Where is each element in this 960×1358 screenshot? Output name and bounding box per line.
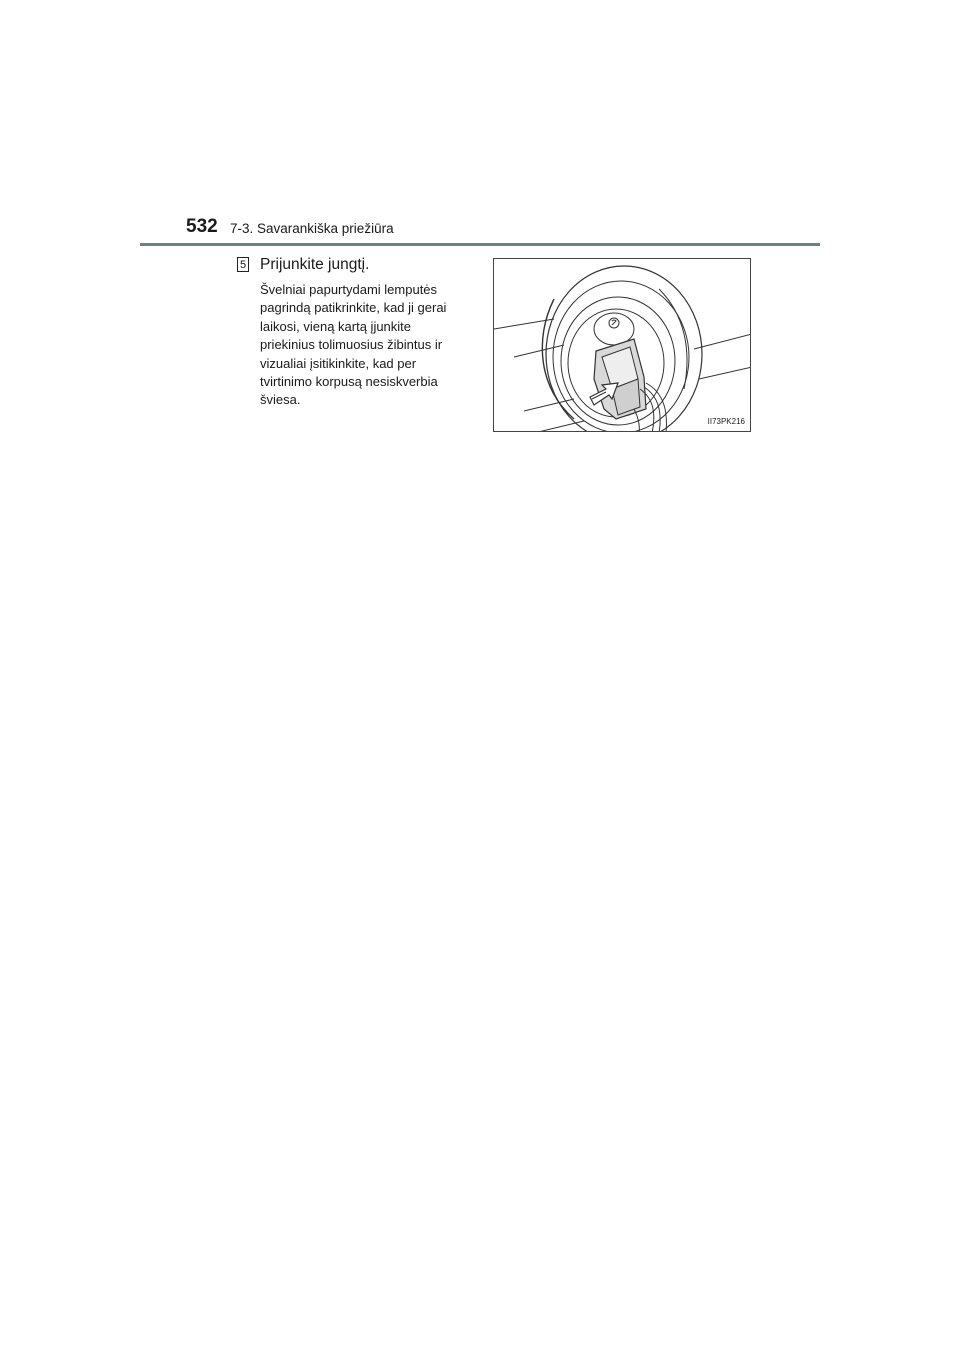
step-body-line: tvirtinimo korpusą nesiskverbia xyxy=(260,374,438,390)
step-body-line: priekinius tolimuosius žibintus ir xyxy=(260,337,443,353)
headlight-housing-illustration xyxy=(494,259,751,432)
figure-code: II73PK216 xyxy=(707,417,745,426)
section-title: 7-3. Savarankiška priežiūra xyxy=(230,221,394,236)
step-body-line: pagrindą patikrinkite, kad ji gerai xyxy=(260,300,447,316)
step-body-line: šviesa. xyxy=(260,392,301,408)
step-body xyxy=(260,281,464,410)
step-body-line: laikosi, vieną kartą įjunkite xyxy=(260,318,412,334)
header-rule xyxy=(140,243,820,246)
step-heading: Prijunkite jungtį. xyxy=(260,256,370,273)
step-number-badge: 5 xyxy=(237,257,249,272)
step-body-line: vizualiai įsitikinkite, kad per xyxy=(260,355,417,371)
figure xyxy=(493,258,751,432)
step-body-line: Švelniai papurtydami lemputės xyxy=(260,282,438,297)
page-number: 532 xyxy=(186,216,218,237)
